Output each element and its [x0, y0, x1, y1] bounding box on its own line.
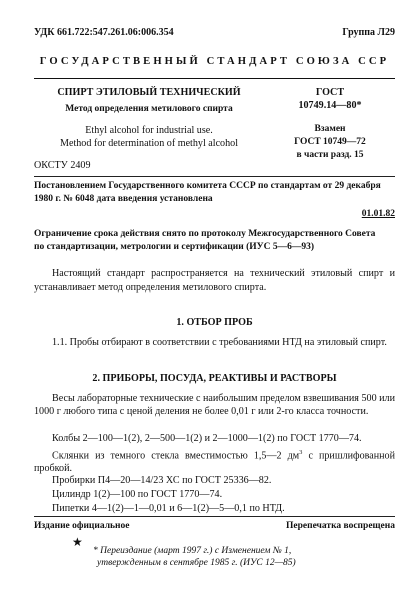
footer-rule	[34, 516, 395, 517]
section-2-heading: 2. ПРИБОРЫ, ПОСУДА, РЕАКТИВЫ И РАСТВОРЫ	[92, 373, 337, 384]
test-tubes-line: Пробирки П4—20—14/23 ХС по ГОСТ 25336—82.	[52, 475, 272, 486]
cylinder-line: Цилиндр 1(2)—100 по ГОСТ 1770—74.	[52, 489, 223, 500]
gost-label: ГОСТ	[315, 87, 345, 98]
cubic-superscript: 3	[299, 449, 303, 456]
okstu-code: ОКСТУ 2409	[34, 160, 91, 171]
title-ru-sub: Метод определения метилового спирта	[65, 104, 233, 114]
title-ru: СПИРТ ЭТИЛОВЫЙ ТЕХНИЧЕСКИЙ	[57, 87, 241, 98]
effective-date: 01.01.82	[361, 209, 395, 219]
scales-paragraph: Весы лабораторные технические с наибольшим пределом взвешивания 500 или 1000 г любого типа с ценой деления не более 0,01 г или 2-го класса точности.	[34, 393, 395, 417]
group-code: Группа Л29	[342, 27, 395, 38]
reprint-notice: Перепечатка воспрещена	[285, 521, 395, 531]
limitation-line-2: по стандартизации, метрологии и сертификации (ИУС 5—6—93)	[34, 242, 315, 252]
reissue-note-2: утвержденным в сентябре 1985 г. (ИУС 12—85)	[97, 558, 296, 568]
bottles-text: Склянки из темного стекла вместимостью 1,5—2 дм	[52, 450, 300, 462]
title-en-1: Ethyl alcohol for industrial use.	[85, 125, 213, 136]
star-icon: ★	[72, 535, 83, 549]
pipettes-line: Пипетки 4—1(2)—1—0,01 и 6—1(2)—5—0,1 по НТД.	[52, 503, 285, 514]
limitation-line-1: Ограничение срока действия снято по протоколу Межгосударственного Совета	[34, 229, 376, 239]
section-1-paragraph: 1.1. Пробы отбирают в соответствии с требованиями НТД на этиловый спирт.	[52, 337, 387, 348]
title-rule	[34, 176, 395, 177]
title-en-2: Method for determination of methyl alcohol	[60, 138, 238, 149]
bottles-text-end: с пришлифованной пробкой.	[34, 450, 395, 475]
udk-code: УДК 661.722:547.261.06:006.354	[34, 27, 174, 38]
replaced-standard: ГОСТ 10749—72	[294, 137, 366, 147]
replaces-label: Взамен	[314, 124, 346, 134]
intro-paragraph: Настоящий стандарт распространяется на технический этиловый спирт и устанавливает метод определения метилового спирта.	[34, 268, 395, 293]
official-edition: Издание официальное	[34, 521, 130, 531]
decree-line-2: 1980 г. № 6048 дата введения установлена	[34, 194, 213, 204]
decree-line-1: Постановлением Государственного комитета СССР по стандартам от 29 декабря	[34, 181, 381, 191]
gost-number: 10749.14—80*	[298, 100, 362, 111]
reissue-note-1: * Переиздание (март 1997 г.) с Изменением № 1,	[93, 546, 292, 556]
standard-banner: ГОСУДАРСТВЕННЫЙ СТАНДАРТ СОЮЗА ССР	[39, 56, 390, 67]
section-1-heading: 1. ОТБОР ПРОБ	[176, 317, 253, 328]
banner-rule	[34, 78, 395, 79]
replaced-part: в части разд. 15	[296, 150, 364, 160]
flasks-line: Колбы 2—100—1(2), 2—500—1(2) и 2—1000—1(2) по ГОСТ 1770—74.	[52, 433, 362, 444]
bottles-paragraph	[34, 446, 395, 475]
